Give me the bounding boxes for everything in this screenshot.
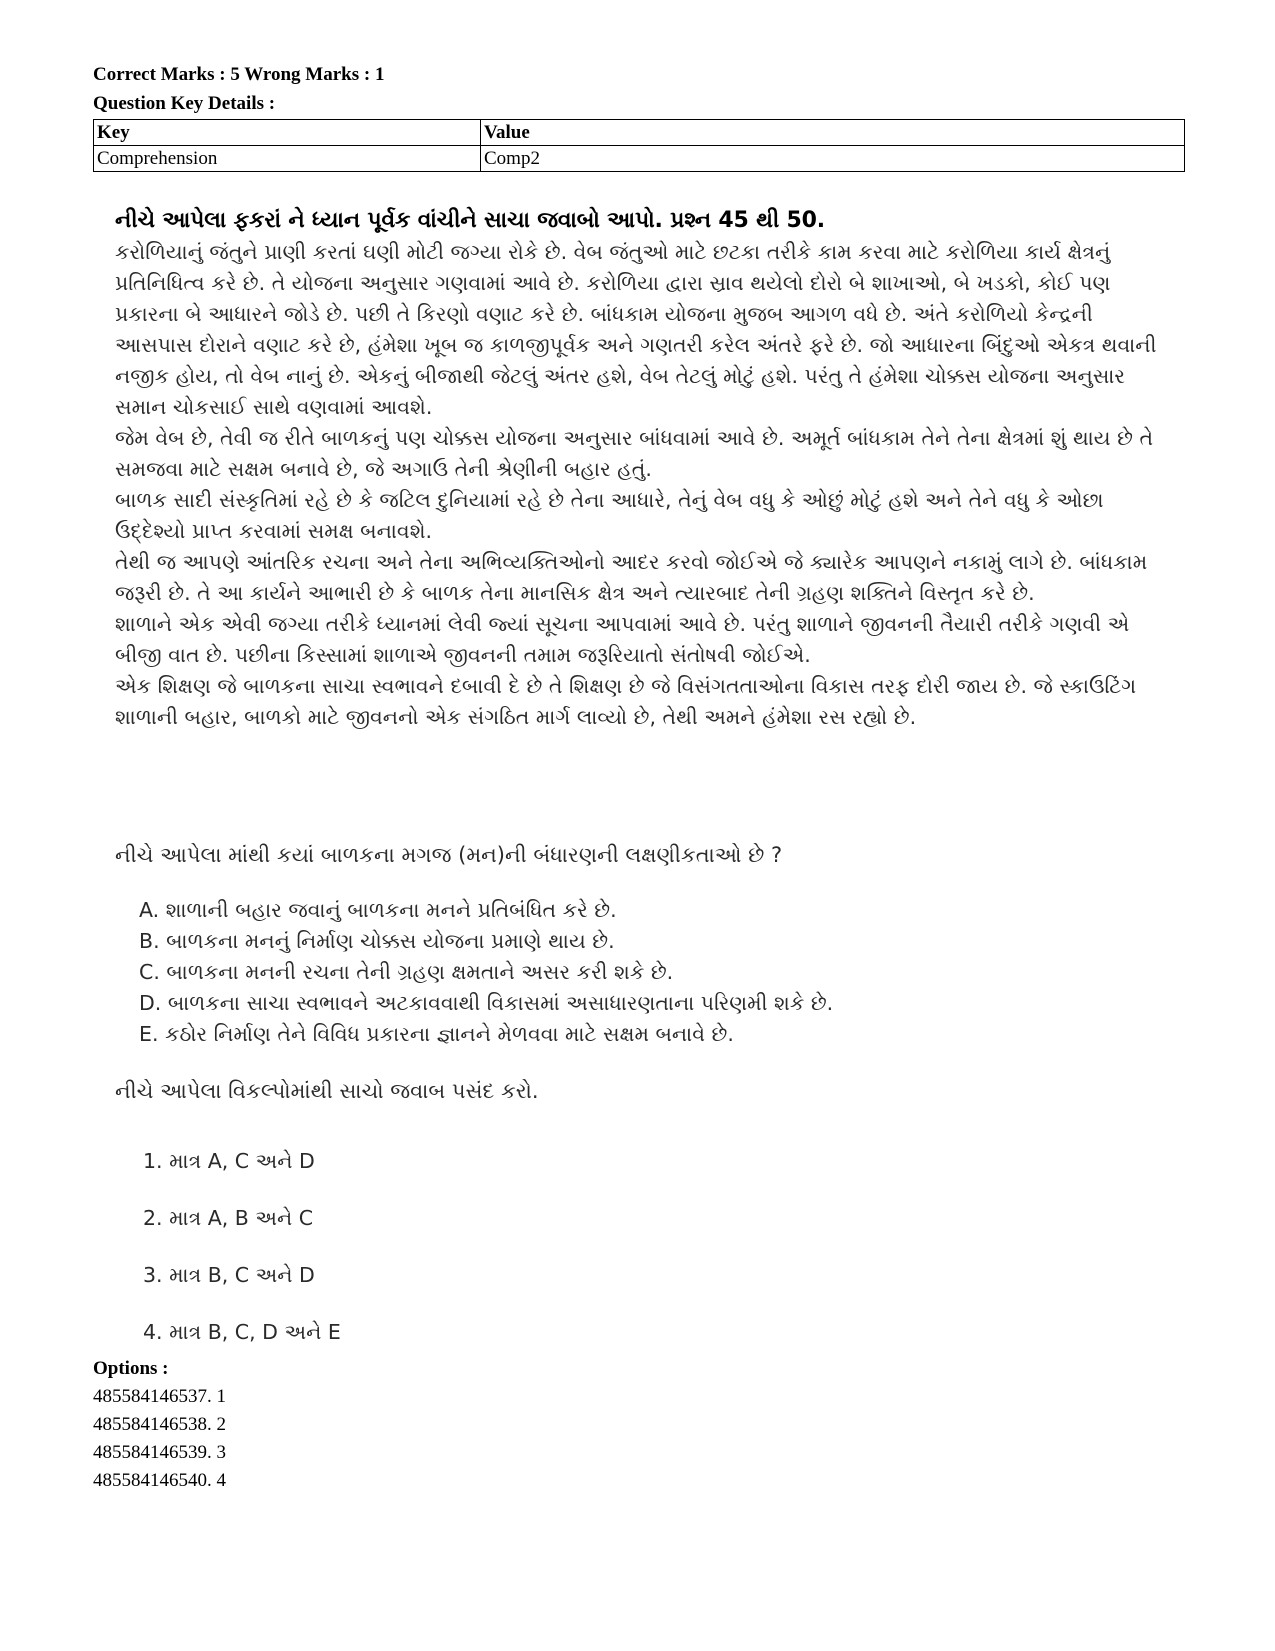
option-item: 485584146540. 4 [93,1470,226,1491]
key-details-title: Question Key Details : [93,93,276,114]
statement-list [139,895,833,1050]
statement-item: B. બાળકના મનનું નિર્માણ ચોક્કસ યોજના પ્રમાણે થાય છે. [139,929,615,953]
passage-paragraph: શાળાને એક એવી જગ્યા તરીકે ધ્યાનમાં લેવી જ્યાં સૂચના આપવામાં આવે છે. પરંતુ શાળાને જીવનની તૈયારી તરીકે ગણવી એ બીજી વાત છે. પછીના કિસ્સામાં શાળાએ જીવનની તમામ જરૂરિયાતો સંતોષવી જોઈએ. [115,612,1130,667]
option-item: 485584146539. 3 [93,1442,226,1463]
passage-paragraph: એક શિક્ષણ જે બાળકના સાચા સ્વભાવને દબાવી દે છે તે શિક્ષણ છે જે વિસંગતતાઓના વિકાસ તરફ દોરી જાય છે. જે સ્કાઉટિંગ શાળાની બહાર, બાળકો માટે જીવનનો એક સંગઠિત માર્ગ લાવ્યો છે, તેથી અમને હંમેશા રસ રહ્યો છે. [115,674,1137,729]
choice-item: 1. માત્ર A, C અને D [143,1149,315,1173]
choice-list [143,1145,341,1373]
choice-item: 4. માત્ર B, C, D અને E [143,1320,341,1344]
passage-paragraph: કરોળિયાનું જંતુને પ્રાણી કરતાં ઘણી મોટી જગ્યા રોકે છે. વેબ જંતુઓ માટે છટકા તરીકે કામ કરવા માટે કરોળિયા કાર્ય ક્ષેત્રનું પ્રતિનિધિત્વ કરે છે. તે યોજના અનુસાર ગણવામાં આવે છે. કરોળિયા દ્વારા સ્રાવ થયેલો દોરો બે શાખાઓ, બે ખડકો, કોઈ પણ પ્રકારના બે આધારને જોડે છે. પછી તે કિરણો વણાટ કરે છે. બાંધકામ યોજના મુજબ આગળ વધે છે. અંતે કરોળિયો કેન્દ્રની આસપાસ દોરાને વણાટ કરે છે, હંમેશા ખૂબ જ કાળજીપૂર્વક અને ગણતરી કરેલ અંતરે ફરે છે. જો આધારના બિંદુઓ એકત્ર થવાની નજીક હોય, તો વેબ નાનું છે. એકનું બીજાથી જેટલું અંતર હશે, વેબ તેટલું મોટું હશે. પરંતુ તે હંમેશા ચોક્કસ યોજના અનુસાર સમાન ચોકસાઈ સાથે વણવામાં આવશે. [115,240,1157,419]
passage-paragraph: જેમ વેબ છે, તેવી જ રીતે બાળકનું પણ ચોક્કસ યોજના અનુસાર બાંધવામાં આવે છે. અમૂર્ત બાંધકામ તેને તેના ક્ષેત્રમાં શું થાય છે તે સમજવા માટે સક્ષમ બનાવે છે, જે અગાઉ તેની શ્રેણીની બહાર હતું. [115,426,1154,481]
option-item: 485584146537. 1 [93,1386,226,1407]
choice-item: 3. માત્ર B, C અને D [143,1263,315,1287]
statement-item: C. બાળકના મનની રચના તેની ગ્રહણ ક્ષમતાને અસર કરી શકે છે. [139,960,674,984]
table-header-value: Value [481,120,1185,146]
table-cell-value: Comp2 [481,146,1185,172]
options-title: Options : [93,1358,169,1379]
table-cell-key: Comprehension [94,146,481,172]
statement-item: A. શાળાની બહાર જવાનું બાળકના મનને પ્રતિબંધિત કરે છે. [139,898,617,922]
table-header-row [94,120,1185,146]
option-item: 485584146538. 2 [93,1414,226,1435]
statement-item: D. બાળકના સાચા સ્વભાવને અટકાવવાથી વિકાસમાં અસાધારણતાના પરિણમી શકે છે. [139,991,834,1015]
options-section [93,1355,226,1495]
marks-info: Correct Marks : 5 Wrong Marks : 1 [93,64,385,85]
passage-paragraph: બાળક સાદી સંસ્કૃતિમાં રહે છે કે જટિલ દુનિયામાં રહે છે તેના આધારે, તેનું વેબ વધુ કે ઓછું મોટું હશે અને તેને વધુ કે ઓછા ઉદ્દેશ્યો પ્રાપ્ત કરવામાં સમક્ષ બનાવશે. [115,488,1104,543]
question-stem: નીચે આપેલા માંથી કયાં બાળકના મગજ (મન)ની બંધારણની લક્ષણીકતાઓ છે ? [115,843,783,867]
choice-item: 2. માત્ર A, B અને C [143,1206,314,1230]
passage-text [115,237,1170,733]
question-content [115,205,1170,1344]
table-row [94,146,1185,172]
passage-paragraph: તેથી જ આપણે આંતરિક રચના અને તેના અભિવ્યક્તિઓનો આદર કરવો જોઈએ જે ક્યારેક આપણને નકામું લાગે છે. બાંધકામ જરૂરી છે. તે આ કાર્યને આભારી છે કે બાળક તેના માનસિક ક્ષેત્ર અને ત્યારબાદ તેની ગ્રહણ શક્તિને વિસ્તૃત કરે છે. [115,550,1148,605]
passage-intro: નીચે આપેલા ફકરાં ને ધ્યાન પૂર્વક વાંચીને સાચા જવાબો આપો. પ્રશ્ન 45 થી 50. [115,208,825,233]
question-header [93,60,384,118]
key-details-table [93,119,1185,172]
statement-item: E. કઠોર નિર્માણ તેને વિવિધ પ્રકારના જ્ઞાનને મેળવવા માટે સક્ષમ બનાવે છે. [139,1022,734,1046]
answer-instruction: નીચે આપેલા વિકલ્પોમાંથી સાચો જવાબ પસંદ કરો. [115,1079,539,1103]
table-header-key: Key [94,120,481,146]
